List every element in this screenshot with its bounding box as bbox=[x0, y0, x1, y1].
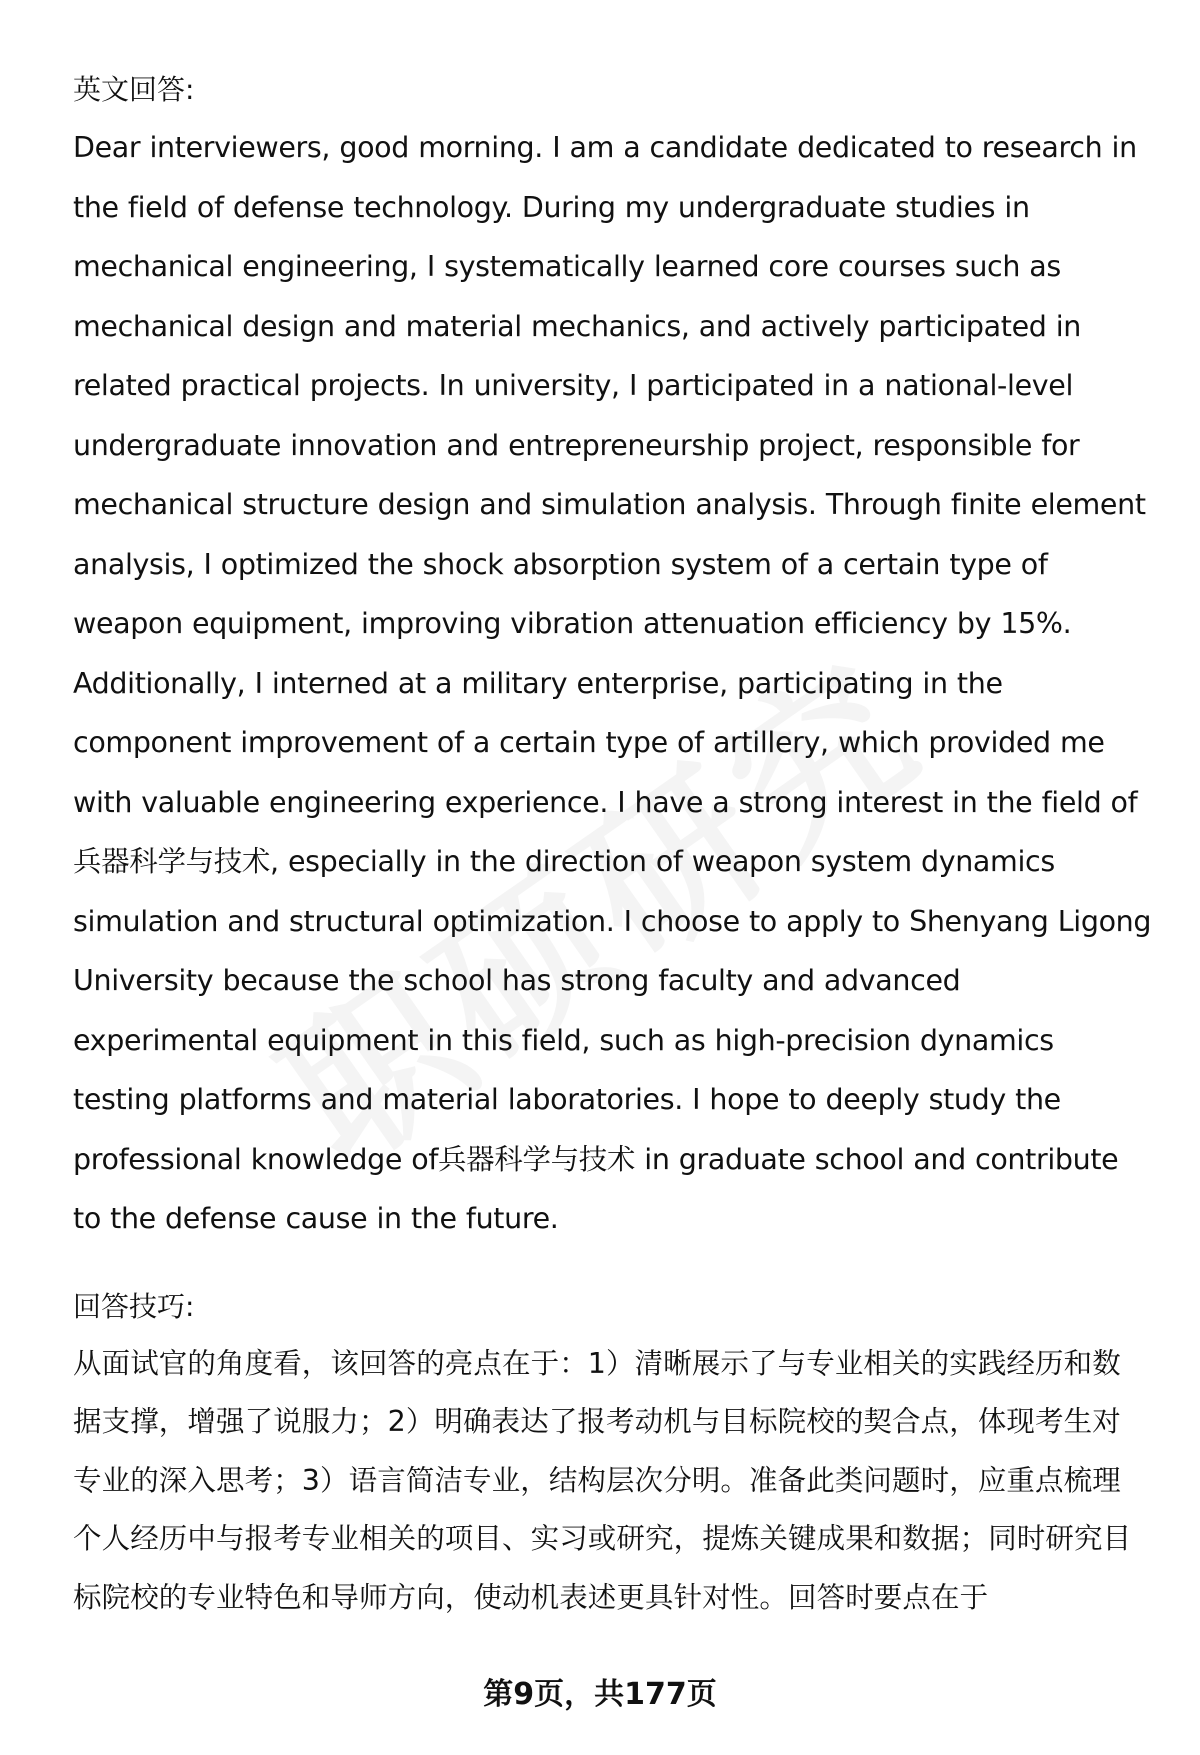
english-answer-heading: 英文回答: bbox=[73, 73, 195, 106]
answer-tips-heading: 回答技巧: bbox=[73, 1289, 195, 1323]
answer-tips-text: 从面试官的角度看，该回答的亮点在于：1）清晰展示了与专业相关的实践经历和数据支撑，增强了说服力；2）明确表达了报考动机与目标院校的契合点，体现考生对专业的深入思考；3）语言简洁专业，结构层次分明。准备此类问题时，应重点梳理个人经历中与报考专业相关的项目、实习或研究，提炼关键成果和数据；同时研究目标院校的专业特色和导师方向，使动机表述更具针对性。回答时要点在于 bbox=[73, 1346, 1132, 1614]
english-answer-text: Dear interviewers, good morning. I am a candidate dedicated to research in the field of defense technology. During my undergraduate studies in mechanical engineering, I systematically learned core courses such as mechanical design and material mechanics, and actively participated in related practical projects. In university, I participated in a national-level undergraduate innovation and entrepreneurship project, responsible for mechanical structure design and simulation analysis. Through finite element analysis, I optimized the shock absorption system of a certain type of weapon equipment, improving vibration attenuation efficiency by 15%. Additionally, I interned at a military enterprise, participating in the component improvement of a certain type of artillery, which provided me with valuable engineering experience. I have a strong interest in the field of 兵器科学与技术, especially in the direction of weapon system dynamics simulation and structural optimization. I choose to apply to Shenyang Ligong University because the school has strong faculty and advanced experimental equipment in this field, such as high-precision dynamics testing platforms and material laboratories. I hope to deeply study the professional knowledge of兵器科学与技术 in graduate school and contribute to the defense cause in the future. bbox=[73, 131, 1152, 1235]
page-number-footer: 第9页，共177页 bbox=[483, 1677, 717, 1712]
page-content bbox=[73, 62, 1153, 1627]
